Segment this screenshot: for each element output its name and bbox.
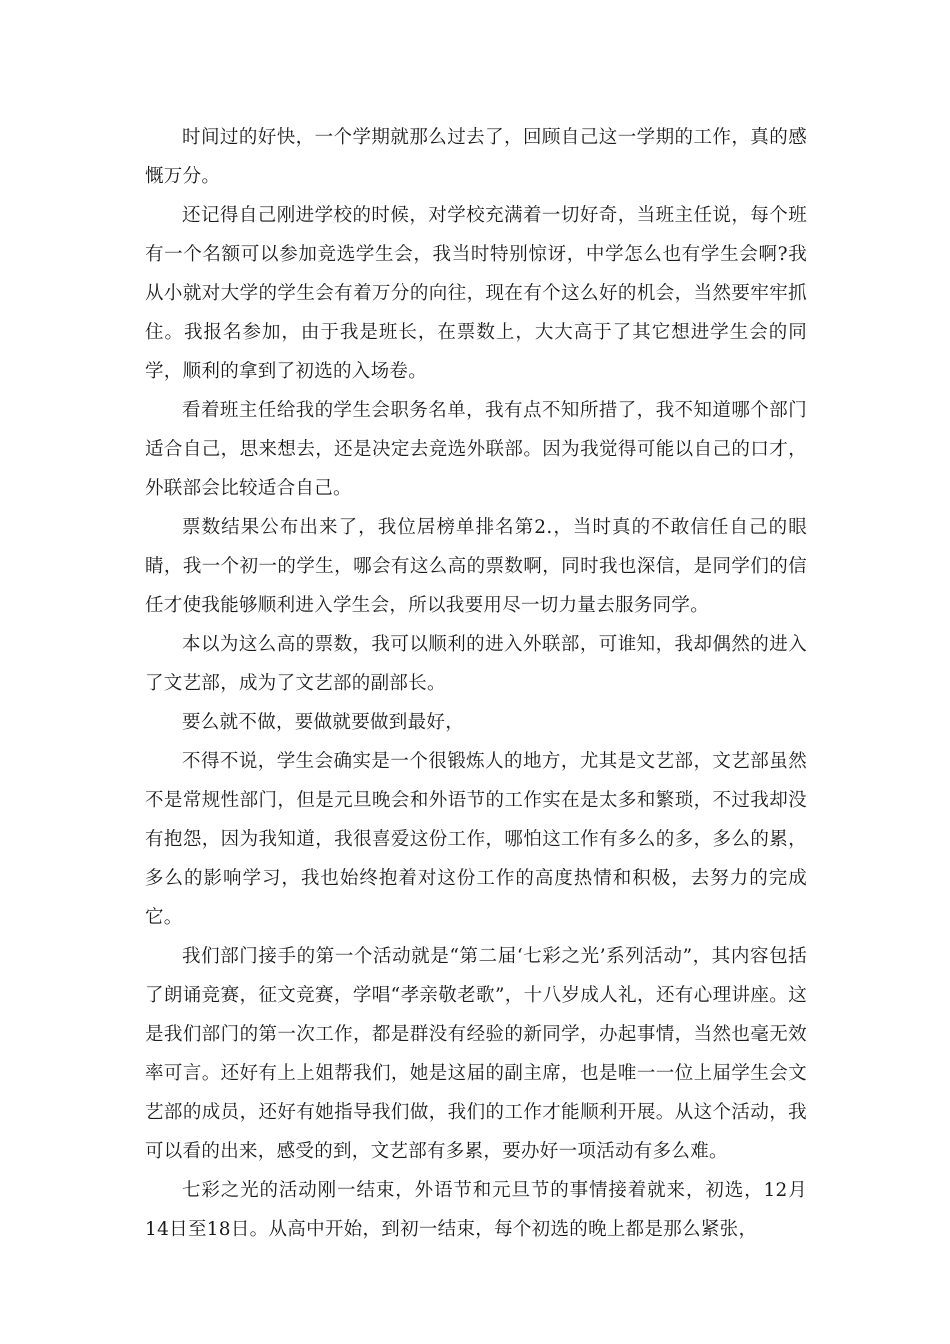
paragraph: 要么就不做，要做就要做到最好， xyxy=(182,712,465,733)
paragraph: 票数结果公布出来了，我位居榜单排名第2.，当时真的不敢信任自己的眼睛，我一个初一的学生，哪会有这么高的票数啊，同时我也深信，是同学们的信任才使我能够顺利进入学生会，所以我要用尽一切力量去服务同学。 xyxy=(145,517,807,616)
paragraph: 看着班主任给我的学生会职务名单，我有点不知所措了，我不知道哪个部门适合自己，思来想去，还是决定去竞选外联部。因为我觉得可能以自己的口才，外联部会比较适合自己。 xyxy=(145,400,807,499)
paragraph: 还记得自己刚进学校的时候，对学校充满着一切好奇，当班主任说，每个班有一个名额可以参加竞选学生会，我当时特别惊讶，中学怎么也有学生会啊?我从小就对大学的学生会有着万分的向往，现在有个这么好的机会，当然要牢牢抓住。我报名参加，由于我是班长，在票数上，大大高于了其它想进学生会的同学，顺利的拿到了初选的入场卷。 xyxy=(145,205,807,382)
paragraph: 我们部门接手的第一个活动就是“第二届‘七彩之光’系列活动”，其内容包括了朗诵竞赛，征文竞赛，学唱“孝亲敬老歌”，十八岁成人礼，还有心理讲座。这是我们部门的第一次工作，都是群没有经验的新同学，办起事情，当然也毫无效率可言。还好有上上姐帮我们，她是这届的副主席，也是唯一一位上届学生会文艺部的成员，还好有她指导我们做，我们的工作才能顺利开展。从这个活动，我可以看的出来，感受的到，文艺部有多累，要办好一项活动有多么难。 xyxy=(145,946,807,1162)
paragraph: 本以为这么高的票数，我可以顺利的进入外联部，可谁知，我却偶然的进入了文艺部，成为了文艺部的副部长。 xyxy=(145,634,807,694)
paragraph: 时间过的好快，一个学期就那么过去了，回顾自己这一学期的工作，真的感慨万分。 xyxy=(145,127,807,187)
document-body xyxy=(145,118,807,1249)
paragraph: 七彩之光的活动刚一结束，外语节和元旦节的事情接着就来，初选，12月14日至18日。从高中开始，到初一结束，每个初选的晚上都是那么紧张， xyxy=(145,1180,807,1240)
paragraph: 不得不说，学生会确实是一个很锻炼人的地方，尤其是文艺部，文艺部虽然不是常规性部门，但是元旦晚会和外语节的工作实在是太多和繁琐，不过我却没有抱怨，因为我知道，我很喜爱这份工作，哪怕这工作有多么的多，多么的累，多么的影响学习，我也始终抱着对这份工作的高度热情和积极，去努力的完成它。 xyxy=(145,751,807,928)
